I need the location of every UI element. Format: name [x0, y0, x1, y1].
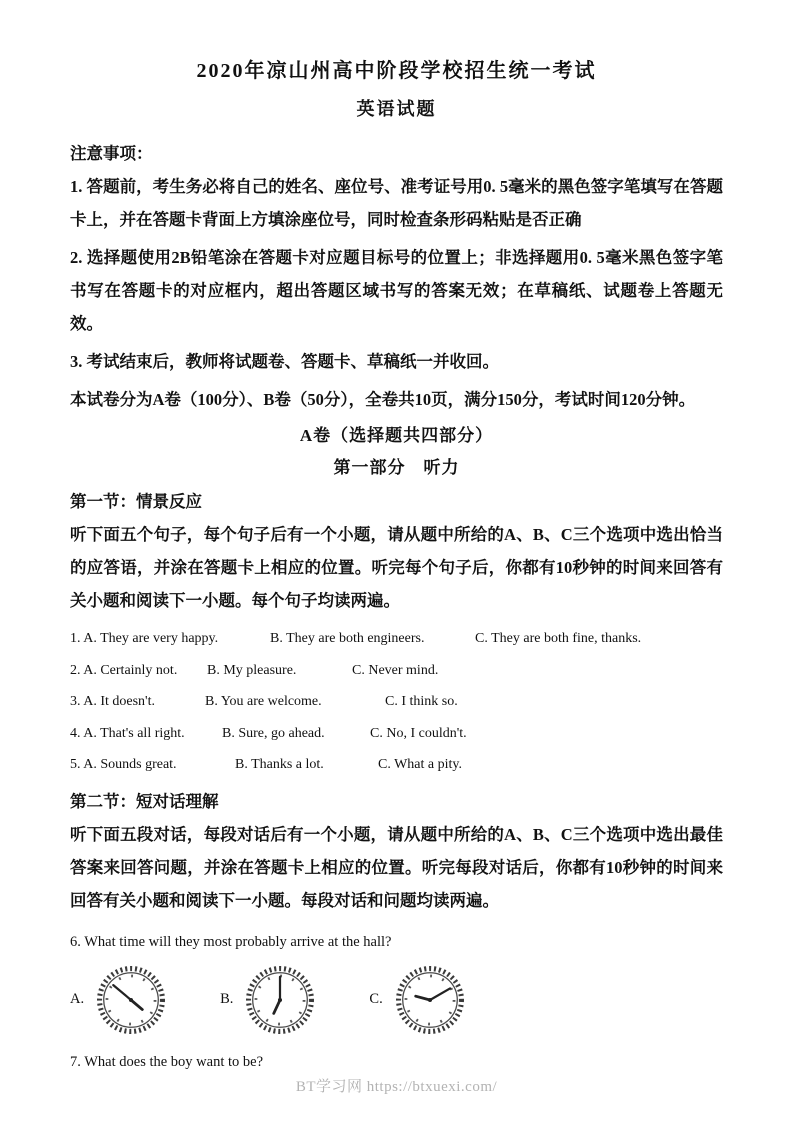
- question-7-text: 7. What does the boy want to be?: [70, 1053, 264, 1070]
- option-cell: C. Never mind.: [352, 662, 439, 678]
- option-cell: C. What a pity.: [378, 757, 462, 772]
- question-row-4: [70, 718, 723, 750]
- option-cell: B. They are both engineers.: [270, 631, 425, 646]
- clock-option-c: [369, 963, 466, 1037]
- question-row-1: [70, 623, 723, 655]
- question-6-text: 6. What time will they most probably arrive at the hall?: [70, 933, 392, 950]
- option-cell: 1. A. They are very happy.: [70, 631, 219, 646]
- section-a-heading: A卷（选择题共四部分）: [299, 426, 494, 445]
- notice-item-3: 3. 考试结束后，教师将试题卷、答题卡、草稿纸一并收回。: [70, 352, 499, 371]
- watermark: BT学习网 https://btxuexi.com/: [295, 1079, 498, 1095]
- node1-heading: 第一节：情景反应: [70, 492, 202, 511]
- option-cell: 3. A. It doesn't.: [70, 694, 155, 709]
- option-cell: 5. A. Sounds great.: [70, 757, 177, 772]
- question-row-3: [70, 686, 723, 718]
- node1-instructions: 听下面五个句子，每个句子后有一个小题，请从题中所给的A、B、C三个选项中选出恰当的应答语，并涂在答题卡上相应的位置。听完每个句子后，你都有10秒钟的时间来回答有关小题和阅读下一小题。每个句子均读两遍。: [70, 525, 723, 610]
- clock-option-a: [70, 963, 168, 1037]
- clock-option-c-label: C.: [369, 991, 383, 1007]
- clock-c-icon: [393, 963, 467, 1037]
- option-cell: 4. A. That's all right.: [70, 725, 185, 741]
- exam-info: 本试卷分为A卷（100分）、B卷（50分），全卷共10页，满分150分，考试时间120分钟。: [70, 390, 696, 409]
- page-title: 2020年凉山州高中阶段学校招生统一考试: [196, 60, 597, 82]
- clock-b-icon: [243, 963, 317, 1037]
- node2-instructions: 听下面五段对话，每段对话后有一个小题，请从题中所给的A、B、C三个选项中选出最佳答案来回答问题，并涂在答题卡上相应的位置。听完每段对话后，你都有10秒钟的时间来回答有关小题和阅读下一小题。每段对话和问题均读两遍。: [70, 824, 723, 910]
- part1-heading: 第一部分 听力: [333, 458, 460, 477]
- notice-item-2: 2. 选择题使用2B铅笔涂在答题卡对应题目标号的位置上；非选择题用0. 5毫米黑色签字笔书写在答题卡的对应框内，超出答题区域书写的答案无效；在草稿纸、试题卷上答题无效。: [70, 248, 723, 333]
- page-subtitle: 英语试题: [356, 99, 437, 119]
- node2-heading: 第二节：短对话理解: [70, 791, 219, 811]
- option-cell: C. I think so.: [385, 694, 458, 709]
- option-cell: B. You are welcome.: [205, 694, 322, 709]
- question-row-2: [70, 655, 723, 687]
- clock-option-b-label: B.: [220, 991, 234, 1007]
- option-cell: B. Thanks a lot.: [235, 757, 324, 772]
- option-cell: C. They are both fine, thanks.: [475, 631, 642, 646]
- option-cell: B. Sure, go ahead.: [222, 725, 325, 741]
- question-row-5: [70, 749, 723, 781]
- option-cell: C. No, I couldn't.: [370, 725, 467, 741]
- clock-option-b: [220, 963, 317, 1037]
- clock-a-icon: [94, 963, 168, 1037]
- notice-item-1: 1. 答题前，考生务必将自己的姓名、座位号、准考证号用0. 5毫米的黑色签字笔填写在答题卡上，并在答题卡背面上方填涂座位号，同时检查条形码粘贴是否正确: [70, 177, 723, 229]
- question-6-clock-options: [70, 963, 723, 1037]
- node1-questions: [70, 623, 723, 781]
- notice-heading: 注意事项：: [70, 144, 153, 163]
- clock-option-a-label: A.: [70, 991, 85, 1007]
- option-cell: B. My pleasure.: [207, 662, 297, 678]
- option-cell: 2. A. Certainly not.: [70, 662, 178, 678]
